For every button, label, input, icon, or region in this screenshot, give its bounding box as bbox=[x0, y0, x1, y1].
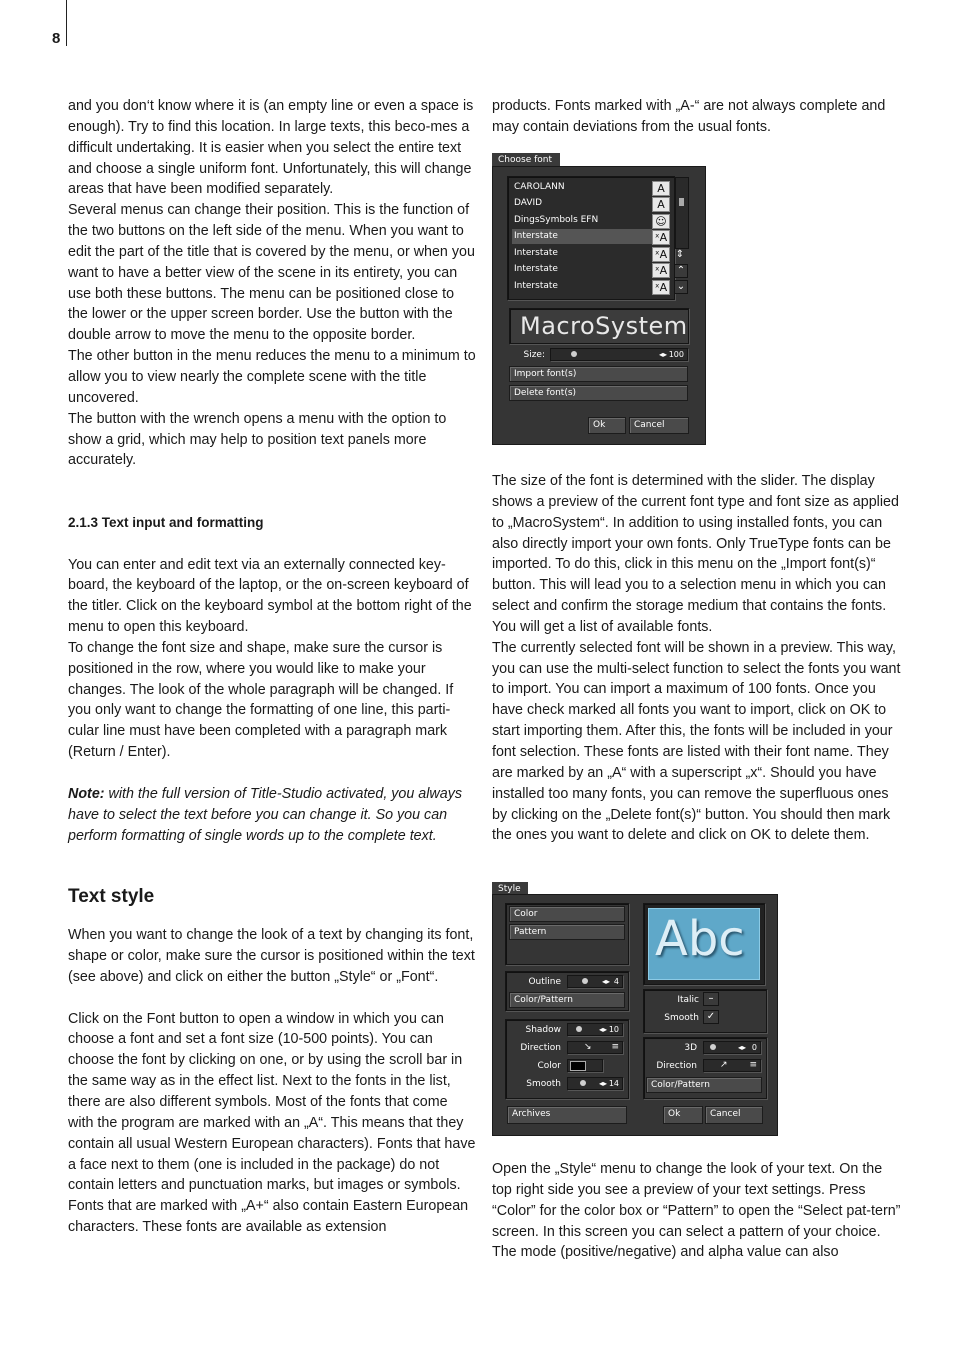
right-column-bottom bbox=[492, 1159, 902, 1263]
delete-fonts-button[interactable]: Delete font(s) bbox=[509, 385, 688, 401]
shadow-smooth-slider[interactable] bbox=[567, 1077, 623, 1090]
slider-arrows-icon[interactable]: ◂▸ bbox=[737, 1043, 746, 1052]
ok-button[interactable]: Ok bbox=[588, 417, 626, 434]
archives-button[interactable]: Archives bbox=[507, 1106, 627, 1124]
arrow-up-right-icon: ↗ bbox=[720, 1060, 728, 1070]
right-column-top bbox=[492, 96, 902, 138]
size-label: Size: bbox=[523, 350, 545, 360]
shadow-slider[interactable] bbox=[567, 1023, 623, 1036]
paragraph: The other button in the menu reduces the menu to a minimum to allow you to view nearly the complete scene with the title uncovered. bbox=[68, 348, 476, 406]
cancel-button[interactable]: Cancel bbox=[629, 417, 689, 434]
scrollbar-track[interactable] bbox=[675, 177, 689, 249]
font-list-item[interactable]: DingsSymbols EFN bbox=[514, 215, 599, 225]
slider-knob[interactable] bbox=[576, 1026, 582, 1032]
pattern-button[interactable]: Pattern bbox=[509, 924, 625, 940]
double-arrow-icon[interactable]: ⇕ bbox=[675, 249, 685, 260]
font-list-item-selected[interactable]: Interstate bbox=[512, 229, 652, 244]
direction-label: Direction bbox=[656, 1061, 697, 1071]
style-preview bbox=[643, 903, 765, 985]
font-type-icon: ˣA bbox=[652, 280, 670, 295]
dialog-panel bbox=[492, 894, 778, 1136]
font-type-icon: ˣA bbox=[652, 263, 670, 278]
smooth-checkbox[interactable]: ✓ bbox=[703, 1010, 719, 1024]
paragraph: products. Fonts marked with „A-“ are not always complete and may contain deviations from the usual fonts. bbox=[492, 98, 886, 135]
paragraph: The size of the font is determined with the slider. The display shows a preview of the current font type and font size as applied to „MacroSystem“. In addition to using installed fonts, you can also directly import your own fonts. Only TrueType fonts can be imported. To do this, click in this menu on the „Import font(s)“ button. This will lead you to a selection menu in which you can select and confirm the storage medium that contains the fonts. You will get a list of available fonts. bbox=[492, 473, 899, 635]
outline-value: 4 bbox=[613, 977, 619, 986]
dialog-panel bbox=[492, 166, 706, 445]
paragraph: and you don‘t know where it is (an empty line or even a space is enough). Try to find this location. In large texts, this beco-mes a difficult undertaking. It is easier when you select the entire text and choose a single uniform font. Unfortunately, this will change areas that have been modified separately. bbox=[68, 98, 474, 198]
cancel-button[interactable]: Cancel bbox=[705, 1106, 763, 1124]
paragraph: To change the font size and shape, make sure the cursor is positioned in the row, where you would like to make your changes. The look of the whole paragraph will be changed. If you only want to change the formatting of one line, this parti-cular line must have been completed with a paragraph mark (Return / Enter). bbox=[68, 639, 454, 761]
threed-direction-select[interactable] bbox=[703, 1059, 761, 1072]
ok-button[interactable]: Ok bbox=[663, 1106, 703, 1124]
shadow-color-label: Color bbox=[537, 1061, 561, 1071]
paragraph: The button with the wrench opens a menu with the option to show a grid, which may help to position text panels more accurately. bbox=[68, 410, 447, 469]
scroll-up-icon[interactable]: ⌃ bbox=[674, 264, 688, 278]
shadow-value: 10 bbox=[608, 1025, 619, 1034]
outline-color-pattern-button[interactable]: Color/Pattern bbox=[509, 992, 625, 1008]
menu-lines-icon: ≡ bbox=[749, 1060, 757, 1070]
threed-slider[interactable] bbox=[703, 1041, 761, 1054]
slider-knob[interactable] bbox=[580, 1080, 586, 1086]
outline-label: Outline bbox=[528, 977, 561, 987]
shadow-smooth-label: Smooth bbox=[526, 1079, 561, 1089]
slider-arrows-icon[interactable]: ◂▸ bbox=[601, 977, 610, 986]
slider-arrows-icon[interactable]: ◂▸ bbox=[598, 1079, 607, 1088]
font-type-icon: ˣA bbox=[652, 247, 670, 262]
preview-pattern bbox=[648, 908, 760, 980]
font-type-icon: A bbox=[652, 181, 670, 196]
font-list-item[interactable]: Interstate bbox=[514, 248, 558, 258]
dialog-tab: Choose font bbox=[492, 153, 560, 169]
font-type-icon: ☺ bbox=[652, 214, 670, 229]
slider-knob[interactable] bbox=[710, 1044, 716, 1050]
threed-value: 0 bbox=[751, 1043, 757, 1052]
paragraph: When you want to change the look of a text by changing its font, shape or color, make sure the cursor is positioned within the text (see above) and click on either the button „Style“ or „Font“. bbox=[68, 927, 475, 985]
font-preview bbox=[509, 308, 689, 344]
section-heading: Text style bbox=[68, 886, 155, 908]
style-dialog bbox=[492, 882, 778, 1136]
threed-color-pattern-button[interactable]: Color/Pattern bbox=[646, 1077, 762, 1093]
font-list-item[interactable]: CAROLANN bbox=[514, 182, 565, 192]
slider-knob[interactable] bbox=[582, 978, 588, 984]
paragraph: Open the „Style“ menu to change the look of your text. On the top right side you see a preview of your text settings. Press “Color” for the color box or “Pattern” to open the “Select pat-tern” screen. In this screen you can select a pattern of your choice. The mode (positive/negative) and alpha value can also bbox=[492, 1161, 901, 1261]
page-rule bbox=[66, 0, 67, 46]
paragraph: You can enter and edit text via an externally connected key-board, the keyboard of the laptop, or the on-screen keyboard of the titler. Click on the keyboard symbol at the bottom right of the menu to open this keyboard. bbox=[68, 556, 472, 636]
note-label: Note: bbox=[68, 785, 105, 802]
scroll-down-icon[interactable]: ⌄ bbox=[674, 280, 688, 294]
slider-knob[interactable] bbox=[571, 351, 577, 357]
note bbox=[68, 784, 476, 847]
threed-label: 3D bbox=[684, 1043, 697, 1053]
paragraph: Several menus can change their position. This is the function of the two buttons on the left side of the menu. When you want to edit the part of the title that is covered by the menu, or when you want to have a better view of the scene in its entirety, you can use both these buttons. The menu can be positioned close to the lower or the upper screen border. Use the button with the double arrow to move the menu to the opposite border. bbox=[68, 202, 475, 344]
font-list-item[interactable]: DAVID bbox=[514, 198, 543, 208]
slider-arrows-icon[interactable]: ◂▸ bbox=[658, 350, 667, 359]
size-value: 100 bbox=[668, 350, 684, 359]
shadow-smooth-value: 14 bbox=[608, 1079, 619, 1088]
size-slider[interactable] bbox=[550, 348, 688, 361]
shadow-direction-select[interactable] bbox=[567, 1041, 623, 1054]
color-button[interactable]: Color bbox=[509, 906, 625, 922]
left-column bbox=[68, 96, 476, 1238]
preview-text: Abc bbox=[655, 911, 745, 967]
import-fonts-button[interactable]: Import font(s) bbox=[509, 366, 688, 382]
italic-checkbox[interactable]: – bbox=[703, 992, 719, 1006]
font-type-icon: ˣA bbox=[652, 230, 670, 245]
italic-label: Italic bbox=[677, 995, 699, 1005]
scrollbar-thumb[interactable] bbox=[679, 198, 684, 206]
shadow-label: Shadow bbox=[525, 1025, 561, 1035]
smooth-label: Smooth bbox=[664, 1013, 699, 1023]
choose-font-dialog bbox=[492, 153, 706, 444]
slider-arrows-icon[interactable]: ◂▸ bbox=[598, 1025, 607, 1034]
font-type-icon: A bbox=[652, 197, 670, 212]
note-text: with the full version of Title-Studio activated, you always have to select the text before you can change it. So you can perform formatting of single words up to the complete text. bbox=[68, 785, 462, 844]
color-swatch bbox=[570, 1061, 586, 1071]
font-list-item[interactable]: Interstate bbox=[514, 264, 558, 274]
font-preview-text: MacroSystem bbox=[520, 312, 688, 340]
shadow-color-box[interactable] bbox=[567, 1059, 603, 1072]
arrow-down-right-icon: ↘ bbox=[584, 1042, 592, 1052]
direction-label: Direction bbox=[520, 1043, 561, 1053]
page-number: 8 bbox=[52, 30, 61, 47]
subheading: 2.1.3 Text input and formatting bbox=[68, 514, 264, 530]
font-list-item[interactable]: Interstate bbox=[514, 281, 558, 291]
dialog-tab: Style bbox=[492, 882, 528, 898]
paragraph: The currently selected font will be shown in a preview. This way, you can use the multi-select function to select the fonts you want to import. You can import a maximum of 100 fonts. Once you have check marked all fonts you want to import, click on OK to start importing them. After this, the fonts will be included in your font selection. These fonts are listed with their font name. They are marked by an „A“ with a superscript „x“. Should you have installed too many fonts, you can remove the superfluous ones by clicking on the „Delete font(s)“ button. You should then mark the ones you want to delete and click on OK to delete them. bbox=[492, 639, 901, 844]
font-list[interactable] bbox=[507, 176, 675, 300]
paragraph: Click on the Font button to open a window in which you can choose a font and set a font size (10-500 points). You can choose the font by clicking on one, or by using the scroll bar in the same way as in the effect list. Next to the fonts in the list, there are also different symbols. Most of the fonts that come with the program are marked with an „A“. This means that they contain all usual Western European characters). Fonts that have a face next to them (one is included in the package) do not contain letters and punctuation marks, but images or symbols. Fonts that are marked with „A+“ also contain Eastern European characters. These fonts are available as extension bbox=[68, 1010, 476, 1236]
outline-slider[interactable] bbox=[567, 975, 623, 988]
menu-lines-icon: ≡ bbox=[611, 1042, 619, 1052]
right-column-middle bbox=[492, 471, 902, 846]
